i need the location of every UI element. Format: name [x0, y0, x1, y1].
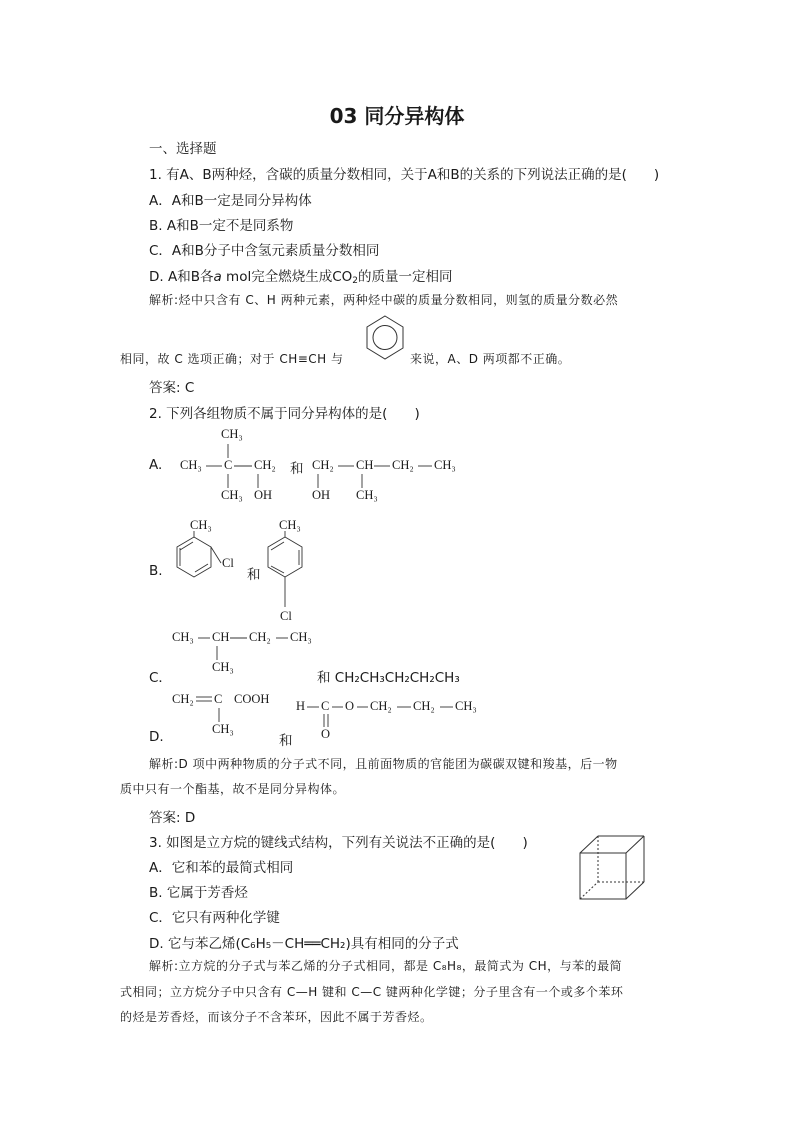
q3-analysis-line2: 式相同；立方烷分子中只含有 C—H 键和 C—C 键两种化学键；分子里含有一个或多个苯环: [120, 985, 624, 999]
q2-option-b-ch3-2: CH₃: [279, 518, 301, 532]
q1-answer: 答案: C: [149, 380, 195, 396]
page-title: 03 同分异构体: [329, 104, 465, 128]
q2-option-b-and: 和: [247, 567, 261, 583]
q3-stem: 3. 如图是立方烷的键线式结构，下列有关说法不正确的是( ): [149, 835, 528, 851]
section-heading: 一、选择题: [149, 141, 217, 157]
q2-option-a-and: 和: [290, 461, 304, 477]
q2-option-b-ch3-1: CH₃: [190, 518, 212, 532]
q2-stem: 2. 下列各组物质不属于同分异构体的是( ): [149, 406, 420, 422]
q2-option-b-cl-2: Cl: [280, 609, 292, 623]
q1-analysis-line2b: 来说，A、D 两项都不正确。: [410, 352, 571, 366]
analysis-label: 解析:: [149, 959, 179, 973]
q1-analysis-line2a: 相同，故 C 选项正确；对于 CH≡CH 与: [120, 352, 344, 366]
q1-option-a: A．A和B一定是同分异构体: [149, 193, 312, 209]
q3-option-d: D. 它与苯乙烯(C₆H₅－CH══CH₂)具有相同的分子式: [149, 936, 459, 952]
q3-analysis-line3: 的烃是芳香烃，而该分子不含苯环，因此不属于芳香烃。: [120, 1010, 433, 1024]
answer-label: 答案:: [149, 810, 181, 826]
q3-option-a: A．它和苯的最简式相同: [149, 860, 294, 876]
q2-option-a-label: A.: [149, 457, 163, 473]
q2-analysis-line1: 解析:D 项中两种物质的分子式不同，且前面物质的官能团为碳碳双键和羧基，后一物: [149, 757, 618, 771]
q2-analysis-line2: 质中只有一个酯基，故不是同分异构体。: [120, 782, 346, 796]
q2-option-d-label: D.: [149, 729, 164, 745]
q2-answer: 答案: D: [149, 810, 196, 826]
analysis-label: 解析:: [149, 293, 179, 307]
q3-option-b: B. 它属于芳香烃: [149, 885, 248, 901]
q2-option-d-and: 和: [279, 733, 293, 749]
q1-option-c: C．A和B分子中含氢元素质量分数相同: [149, 243, 380, 259]
q1-option-d: D. A和B各a mol完全燃烧生成$CO_2$的质量一定相同: [149, 269, 453, 286]
q2-option-b-cl-1: Cl: [222, 556, 234, 570]
q1-analysis-line1: 解析:烃中只含有 C、H 两种元素，两种烃中碳的质量分数相同，则氢的质量分数必然: [149, 293, 619, 307]
q1-option-b: B. A和B一定不是同系物: [149, 218, 294, 234]
q1-stem: 1. 有A、B两种烃，含碳的质量分数相同，关于A和B的关系的下列说法正确的是( ): [149, 167, 660, 183]
answer-label: 答案:: [149, 380, 181, 396]
analysis-label: 解析:: [149, 757, 179, 771]
q2-option-b-label: B.: [149, 563, 163, 579]
q3-option-c: C．它只有两种化学键: [149, 910, 280, 926]
q3-analysis-line1: 解析:立方烷的分子式与苯乙烯的分子式相同，都是 C₈H₈，最简式为 CH，与苯的最简: [149, 959, 623, 973]
q2-option-c-label: C．: [149, 670, 172, 686]
q2-option-c-and: 和 CH₂CH₃CH₂CH₂CH₃: [317, 670, 460, 686]
